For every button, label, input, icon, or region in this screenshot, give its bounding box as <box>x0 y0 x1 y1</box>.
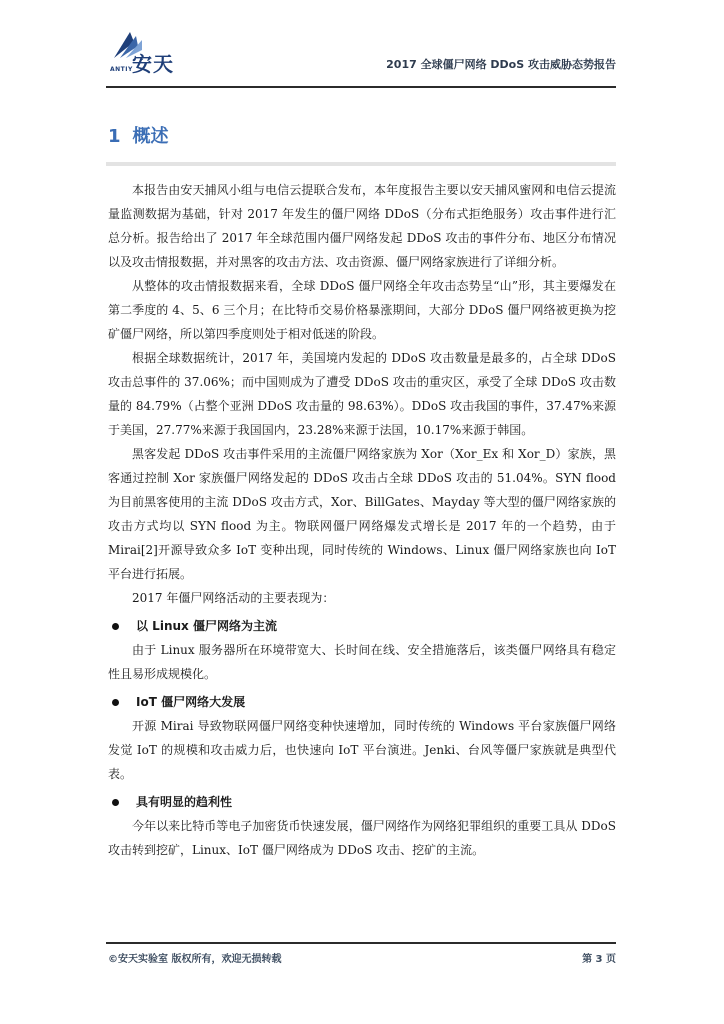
bullet-item <box>108 690 616 714</box>
footer-divider <box>106 942 616 944</box>
bullet-dot-icon <box>112 799 119 806</box>
header-divider <box>106 86 616 88</box>
bullet-title: 具有明显的趋利性 <box>136 795 233 809</box>
bullet-item <box>108 614 616 638</box>
paragraph-summary-lead: 2017 年僵尸网络活动的主要表现为： <box>132 591 335 605</box>
section-number: 1 <box>108 126 121 147</box>
bullet-title: IoT 僵尸网络大发展 <box>136 695 246 709</box>
paragraph-trend: 从整体的攻击情报数据来看，全球 DDoS 僵尸网络全年攻击态势呈“山”形，其主要爆发在第二季度的 4、5、6 三个月；在比特币交易价格暴涨期间，大部分 DDoS 僵尸网络被更换为挖矿僵尸网络，所以第四季度则处于相对低迷的阶段。 <box>108 279 616 341</box>
section-title: 概述 <box>132 126 169 147</box>
bullet-dot-icon <box>112 699 119 706</box>
antiy-logo <box>106 28 196 80</box>
footer-page-number: 第 3 页 <box>582 954 616 965</box>
bullet-body: 开源 Mirai 导致物联网僵尸网络变种快速增加，同时传统的 Windows 平台家族僵尸网络发觉 IoT 的规模和攻击威力后，也快速向 IoT 平台演进。Jenki、台风等僵尸家族就是典型代表。 <box>108 719 616 781</box>
heading-divider <box>106 162 616 166</box>
logo-text-cn: 安天 <box>132 52 174 76</box>
bullet-dot-icon <box>112 623 119 630</box>
paragraph-families: 黑客发起 DDoS 攻击事件采用的主流僵尸网络家族为 Xor（Xor_Ex 和 Xor_D）家族，黑客通过控制 Xor 家族僵尸网络发起的 DDoS 攻击占全球 DDoS 攻击的 51.04%。SYN flood 为目前黑客使用的主流 DDoS 攻击方式，Xor、BillGates、Mayday 等大型的僵尸网络家族的攻击方式均以 SYN flood 为主。物联网僵尸网络爆发式增长是 2017 年的一个趋势，由于 Mirai[2]开源导致众多 IoT 变种出现，同时传统的 Windows、Linux 僵尸网络家族也向 IoT 平台进行拓展。 <box>108 447 616 581</box>
bullet-item <box>108 790 616 814</box>
section-heading <box>108 122 169 148</box>
paragraph-intro: 本报告由安天捕风小组与电信云提联合发布，本年度报告主要以安天捕风蜜网和电信云提流量监测数据为基础，针对 2017 年发生的僵尸网络 DDoS（分布式拒绝服务）攻击事件进行汇总分析。报告给出了 2017 年全球范围内僵尸网络发起 DDoS 攻击的事件分布、地区分布情况以及攻击情报数据，并对黑客的攻击方法、攻击资源、僵尸网络家族进行了详细分析。 <box>108 183 616 269</box>
bullet-title: 以 Linux 僵尸网络为主流 <box>136 619 277 633</box>
paragraph-statistics: 根据全球数据统计，2017 年，美国境内发起的 DDoS 攻击数量是最多的，占全球 DDoS 攻击总事件的 37.06%；而中国则成为了遭受 DDoS 攻击的重灾区，承受了全球 DDoS 攻击数量的 84.79%（占整个亚洲 DDoS 攻击量的 98.63%）。DDoS 攻击我国的事件，37.47%来源于美国，27.77%来源于我国国内，23.28%来源于法国，10.17%来源于韩国。 <box>108 351 616 437</box>
report-title: 2017 全球僵尸网络 DDoS 攻击威胁态势报告 <box>386 58 616 71</box>
bullet-body: 由于 Linux 服务器所在环境带宽大、长时间在线、安全措施落后，该类僵尸网络具有稳定性且易形成规模化。 <box>108 643 616 681</box>
page-header <box>106 24 616 86</box>
footer-copyright: ©安天实验室 版权所有，欢迎无损转载 <box>108 954 282 965</box>
body-content <box>108 178 616 862</box>
logo-text-en: ANTIY <box>110 66 133 73</box>
bullet-body: 今年以来比特币等电子加密货币快速发展，僵尸网络作为网络犯罪组织的重要工具从 DDoS 攻击转到挖矿，Linux、IoT 僵尸网络成为 DDoS 攻击、挖矿的主流。 <box>108 819 616 857</box>
